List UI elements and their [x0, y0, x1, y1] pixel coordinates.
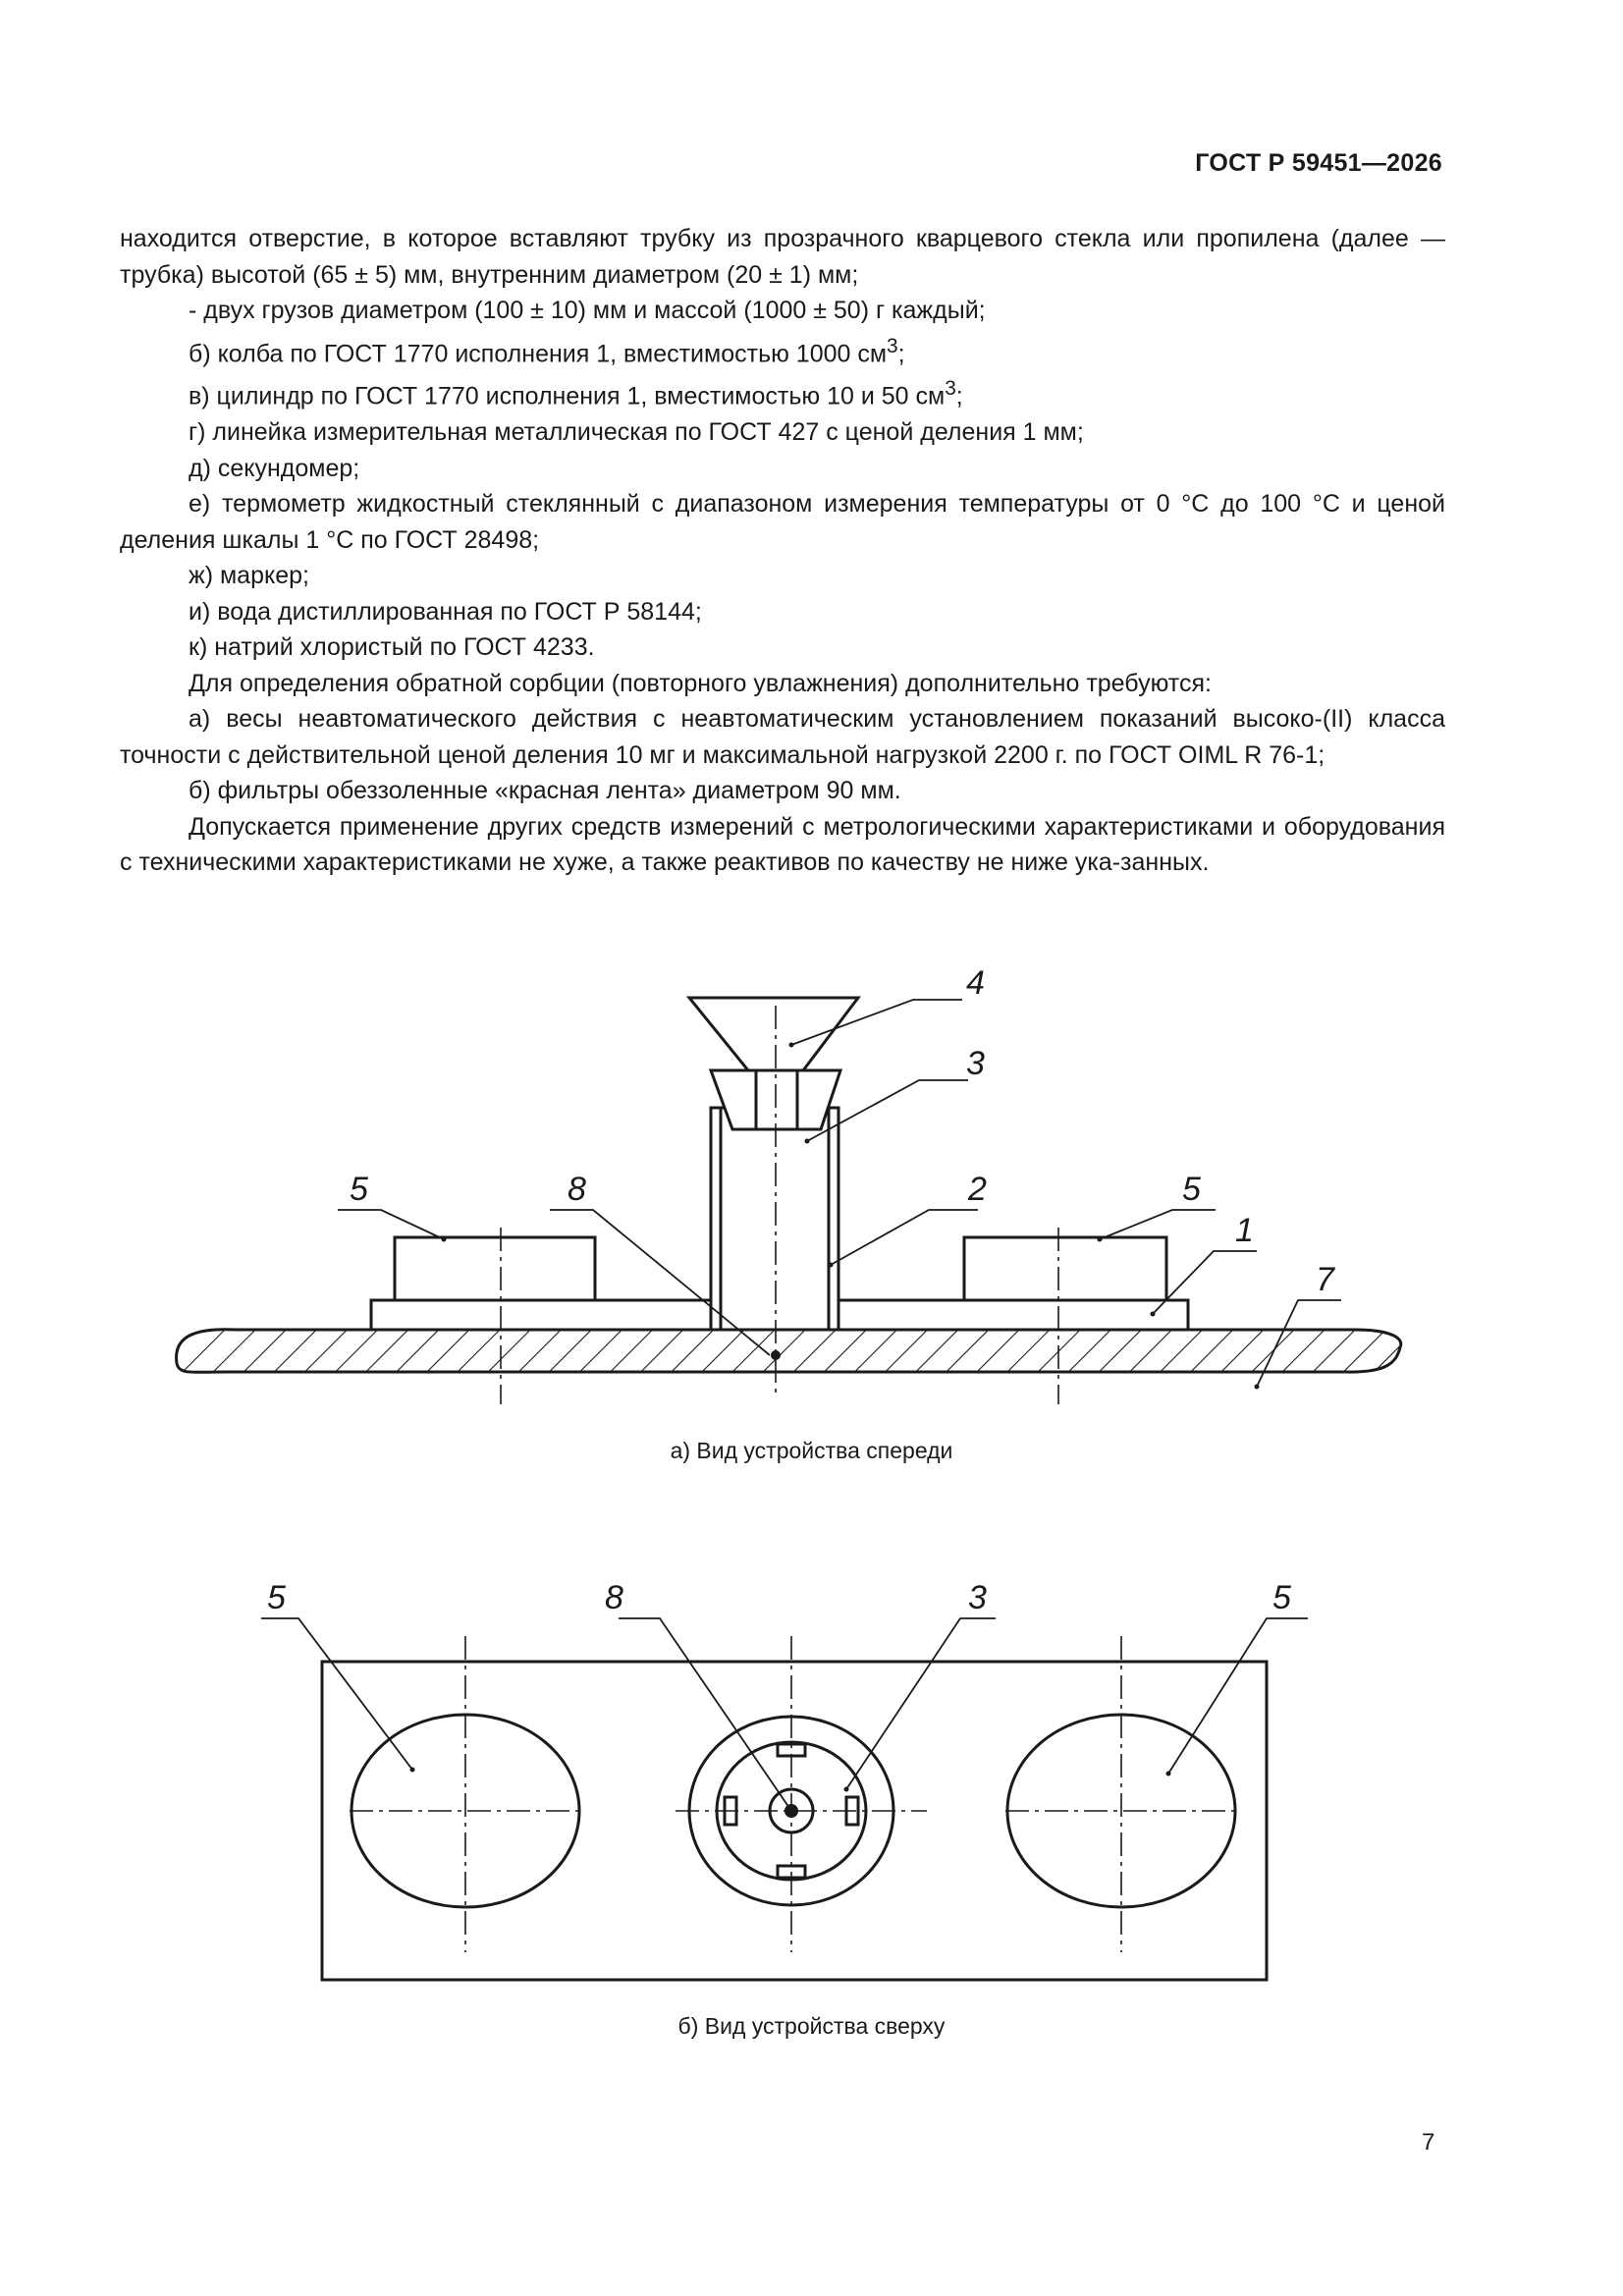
body-text	[120, 221, 1445, 881]
top-view-drawing	[0, 1571, 1623, 1984]
label-funnel: 4	[966, 964, 985, 1002]
paragraph: и) вода дистиллированная по ГОСТ Р 58144;	[189, 597, 702, 626]
label-stopper: 3	[966, 1045, 985, 1082]
paragraph: а) весы неавтоматического действия с неавтоматическим установлением показаний высоко-(II) класса точности с действительной ценой деления 10 мг и максимальной нагрузкой 2200 г. по ГОСТ OIML R 76-1;	[120, 705, 1445, 769]
paragraph: в) цилиндр по ГОСТ 1770 исполнения 1, вместимостью 10 и 50 $см^3$;	[189, 377, 963, 410]
label-base-plate: 1	[1235, 1212, 1254, 1249]
page-number: 7	[1422, 2129, 1435, 2156]
weight-left	[395, 1237, 595, 1300]
paragraph: е) термометр жидкостный стеклянный с диапазоном измерения температуры от 0 °С до 100 °С и ценой деления шкалы 1 °С по ГОСТ 28498;	[120, 490, 1445, 554]
paragraph: - двух грузов диаметром (100 ± 10) мм и массой (1000 ± 50) г каждый;	[189, 297, 986, 324]
weight-right	[964, 1237, 1166, 1300]
label-tube: 2	[968, 1171, 987, 1208]
paragraph: г) линейка измерительная металлическая по ГОСТ 427 с ценой деления 1 мм;	[189, 418, 1084, 447]
base-plate-top	[322, 1662, 1267, 1980]
label-weight-right: 5	[1182, 1171, 1201, 1208]
label-marker-point: 8	[568, 1171, 586, 1208]
tube	[711, 1108, 839, 1330]
label-work-surface: 7	[1316, 1261, 1334, 1298]
paragraph: находится отверстие, в которое вставляют трубку из прозрачного кварцевого стекла или пропилена (далее — трубка) высотой (65 ± 5) мм, внутренним диаметром (20 ± 1) мм;	[120, 225, 1445, 289]
paragraph: Для определения обратной сорбции (повторного увлажнения) дополнительно требуются:	[189, 669, 1212, 697]
paragraph: б) фильтры обеззоленные «красная лента» диаметром 90 мм.	[189, 777, 901, 805]
label-weight-left: 5	[350, 1171, 368, 1208]
label-weight-right-top: 5	[1272, 1579, 1291, 1616]
label-weight-left-top: 5	[267, 1579, 286, 1616]
paragraph: Допускается применение других средств измерений с метрологическими характеристиками и оборудования с техническими характеристиками не хуже, а также реактивов по качеству не ниже ука-занных.	[120, 812, 1445, 877]
paragraph: к) натрий хлористый по ГОСТ 4233.	[189, 633, 595, 662]
paragraph: ж) маркер;	[189, 562, 309, 590]
paragraph: б) колба по ГОСТ 1770 исполнения 1, вместимостью 1000 $см^3$;	[189, 334, 905, 367]
funnel	[689, 998, 858, 1070]
label-marker-point-top: 8	[605, 1579, 623, 1616]
paragraph: д) секундомер;	[189, 454, 360, 482]
document-code-header: ГОСТ Р 59451—2026	[1195, 149, 1442, 177]
top-view-caption: б) Вид устройства сверху	[677, 2013, 946, 2039]
work-surface	[177, 1330, 1401, 1373]
front-view-drawing	[0, 943, 1623, 1414]
label-stopper-top: 3	[968, 1579, 987, 1616]
front-view-caption: а) Вид устройства спереди	[670, 1438, 953, 1463]
